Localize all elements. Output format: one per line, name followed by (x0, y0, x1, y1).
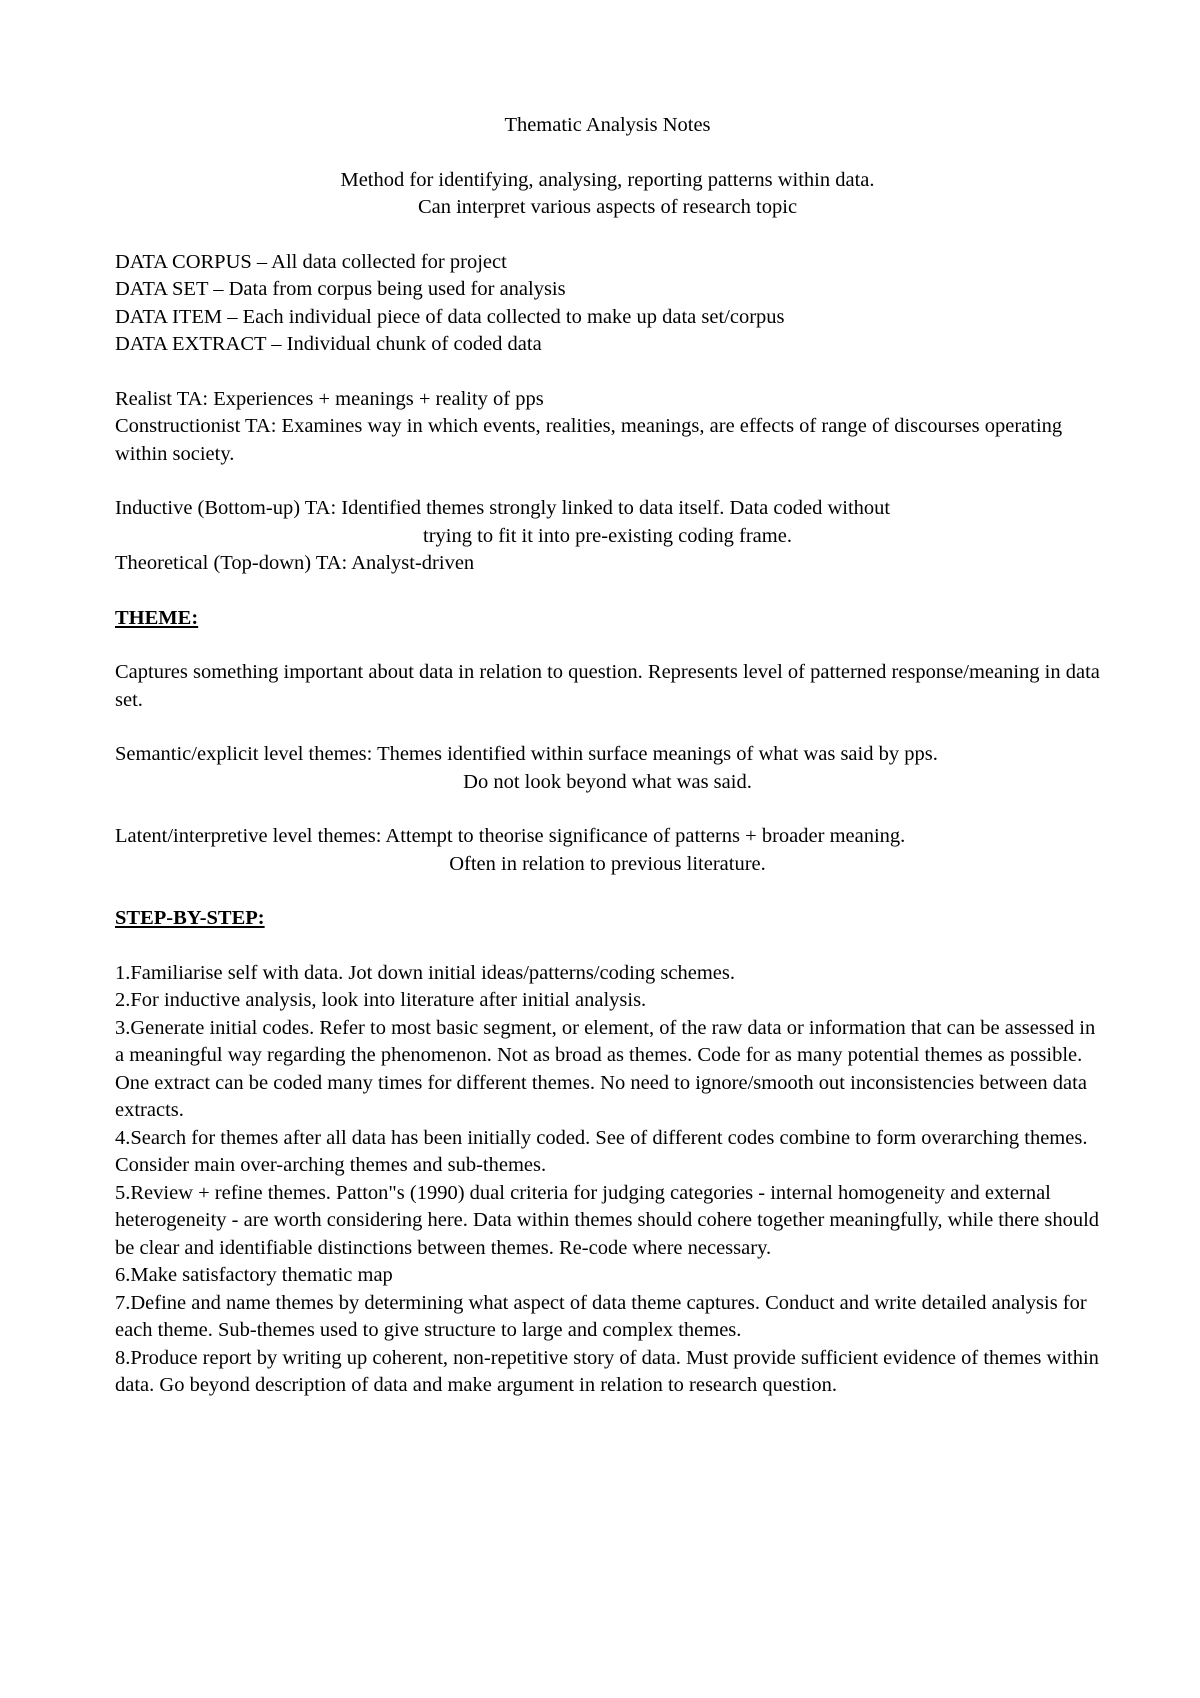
constructionist-ta: Constructionist TA: Examines way in which events, realities, meanings, are effects of range of discourses operating within society. (115, 415, 1063, 465)
definition-data-extract: DATA EXTRACT – Individual chunk of coded data (115, 333, 542, 355)
theme-definition: Captures something important about data in relation to question. Represents level of patterned response/meaning in data set. (115, 661, 1100, 711)
theme-heading: THEME: (115, 606, 199, 629)
step-4: 4.Search for themes after all data has been initially coded. See of different codes combine to form overarching themes. Consider main over-arching themes and sub-themes. (115, 1126, 1088, 1176)
step-3: 3.Generate initial codes. Refer to most basic segment, or element, of the raw data or information that can be assessed in a meaningful way regarding the phenomenon. Not as broad as themes. Code for as many potential themes as possible. One extract can be coded many times for different themes. No need to ignore/smooth out inconsistencies between data extracts. (115, 1016, 1096, 1121)
definition-data-set: DATA SET – Data from corpus being used for analysis (115, 278, 566, 300)
step-2: 2.For inductive analysis, look into literature after initial analysis. (115, 989, 647, 1011)
semantic-themes: Semantic/explicit level themes: Themes identified within surface meanings of what was said by pps. (115, 743, 938, 765)
step-7: 7.Define and name themes by determining what aspect of data theme captures. Conduct and write detailed analysis for each theme. Sub-themes used to give structure to large and complex themes. (115, 1291, 1087, 1341)
intro-line-1: Method for identifying, analysing, reporting patterns within data. (340, 168, 875, 191)
step-5: 5.Review + refine themes. Patton"s (1990) dual criteria for judging categories - internal homogeneity and external heterogeneity - are worth considering here. Data within themes should cohere together meaningfully, while there should be clear and identifiable distinctions between themes. Re-code where necessary. (115, 1181, 1100, 1259)
definition-data-item: DATA ITEM – Each individual piece of data collected to make up data set/corpus (115, 305, 785, 328)
intro-line-2: Can interpret various aspects of research topic (417, 196, 798, 218)
inductive-ta-continued: trying to fit it into pre-existing coding frame. (423, 524, 792, 547)
definition-data-corpus: DATA CORPUS – All data collected for project (115, 250, 507, 273)
realist-ta: Realist TA: Experiences + meanings + reality of pps (115, 387, 544, 410)
latent-themes-continued: Often in relation to previous literature. (449, 852, 766, 875)
inductive-ta: Inductive (Bottom-up) TA: Identified themes strongly linked to data itself. Data coded without (115, 497, 891, 519)
document-body (115, 112, 1100, 1400)
semantic-themes-continued: Do not look beyond what was said. (463, 770, 752, 793)
step-6: 6.Make satisfactory thematic map (115, 1264, 393, 1286)
theoretical-ta: Theoretical (Top-down) TA: Analyst-driven (115, 552, 475, 574)
latent-themes: Latent/interpretive level themes: Attempt to theorise significance of patterns + broader meaning. (115, 825, 906, 847)
step-1: 1.Familiarise self with data. Jot down initial ideas/patterns/coding schemes. (115, 961, 735, 984)
document-title: Thematic Analysis Notes (504, 114, 711, 136)
step-by-step-heading: STEP-BY-STEP: (115, 907, 265, 929)
step-8: 8.Produce report by writing up coherent, non-repetitive story of data. Must provide sufficient evidence of themes within data. Go beyond description of data and make argument in relation to research question. (115, 1346, 1099, 1396)
